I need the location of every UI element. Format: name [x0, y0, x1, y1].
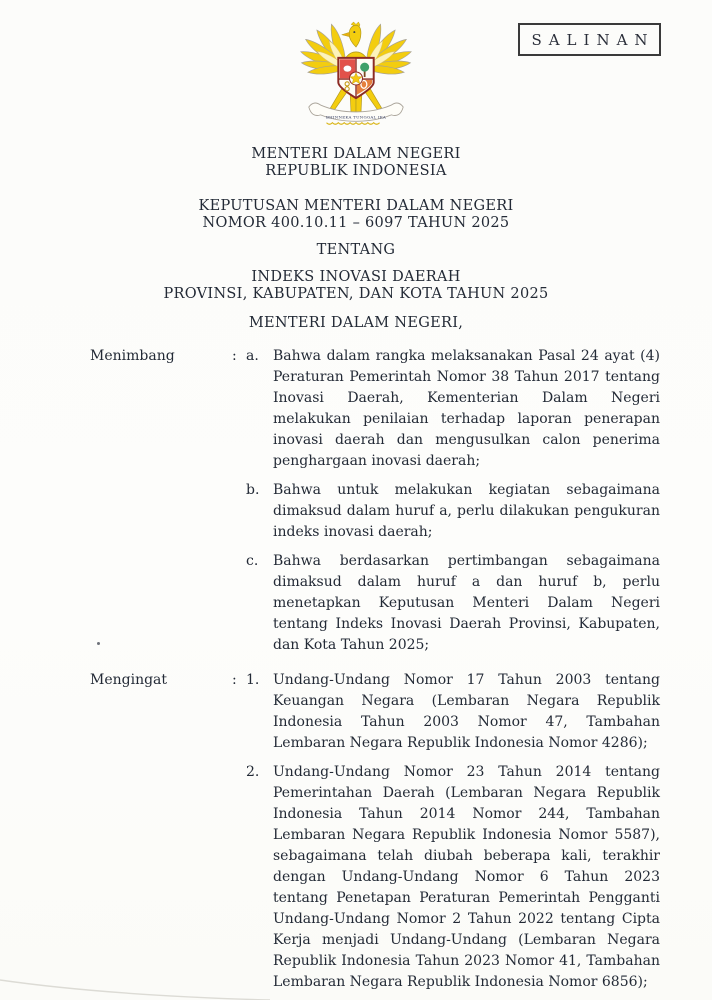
page-curl-shadow [0, 956, 712, 1000]
item-marker: b. [246, 482, 260, 498]
menimbang-items [246, 346, 660, 656]
item-marker: c. [246, 553, 259, 569]
list-item [246, 480, 660, 543]
list-item [246, 670, 660, 754]
subject-line2: PROVINSI, KABUPATEN, DAN KOTA TAHUN 2025 [163, 286, 549, 302]
item-text: Undang-Undang Nomor 17 Tahun 2003 tentang Keuangan Negara (Lembaran Negara Republik Indonesia Tahun 2003 Nomor 47, Tambahan Lembaran Negara Republik Indonesia Nomor 4286); [273, 672, 660, 751]
item-text: Bahwa dalam rangka melaksanakan Pasal 24 ayat (4) Peraturan Pemerintah Nomor 38 Tahun 2017 tentang Inovasi Daerah, Kementerian Dalam Negeri melakukan penilaian terhadap laporan penerapan inovasi daerah dan mengusulkan calon penerima penghargaan inovasi daerah; [273, 348, 660, 469]
item-marker: 2. [246, 764, 260, 780]
document-header [0, 146, 712, 332]
list-item [246, 346, 660, 472]
menimbang-colon: : [232, 348, 237, 364]
salinan-stamp-label: SALINAN [531, 30, 655, 49]
ministry-name-line2: REPUBLIK INDONESIA [265, 163, 447, 179]
subject-line1: INDEKS INOVASI DAERAH [251, 269, 461, 285]
decree-number: NOMOR 400.10.11 – 6097 TAHUN 2025 [202, 215, 510, 231]
menimbang-section [90, 346, 660, 656]
scan-speck [97, 642, 100, 645]
mengingat-colon: : [232, 672, 237, 688]
about-label: TENTANG [316, 242, 396, 258]
garuda-pancasila-emblem [297, 21, 415, 134]
item-text: Bahwa untuk melakukan kegiatan sebagaimana dimaksud dalam huruf a, perlu dilakukan pengukuran indeks inovasi daerah; [273, 482, 660, 540]
decree-title: KEPUTUSAN MENTERI DALAM NEGERI [198, 198, 514, 214]
issuer-line: MENTERI DALAM NEGERI, [248, 315, 464, 331]
item-text: Bahwa berdasarkan pertimbangan sebagaimana dimaksud dalam huruf a dan huruf b, perlu menetapkan Keputusan Menteri Dalam Negeri tentang Indeks Inovasi Daerah Provinsi, Kabupaten, dan Kota Tahun 2025; [273, 553, 660, 653]
menimbang-label: Menimbang [90, 348, 175, 364]
mengingat-items [246, 670, 660, 993]
item-marker: 1. [246, 672, 260, 688]
ministry-name-line1: MENTERI DALAM NEGERI [251, 146, 461, 162]
salinan-stamp [518, 23, 661, 56]
mengingat-label: Mengingat [90, 672, 168, 688]
item-text: Undang-Undang Nomor 23 Tahun 2014 tentang Pemerintahan Daerah (Lembaran Negara Republik Indonesia Tahun 2014 Nomor 244, Tambahan Lembaran Negara Republik Indonesia Nomor 5587), sebagaimana telah diubah beberapa kali, terakhir dengan Undang-Undang Nomor 6 Tahun 2023 tentang Penetapan Peraturan Pemerintah Pengganti Undang-Undang Nomor 2 Tahun 2022 tentang Cipta Kerja menjadi Undang-Undang (Lembaran Negara Republik Indonesia Tahun 2023 Nomor 41, Tambahan Lembaran Negara Republik Indonesia Nomor 6856); [273, 764, 660, 990]
mengingat-section [90, 670, 660, 993]
item-marker: a. [246, 348, 259, 364]
document-body [90, 346, 660, 993]
garuda-pancasila-icon [297, 21, 415, 134]
list-item [246, 551, 660, 656]
emblem-banner-text: BHINNEKA TUNGGAL IKA [325, 114, 387, 120]
